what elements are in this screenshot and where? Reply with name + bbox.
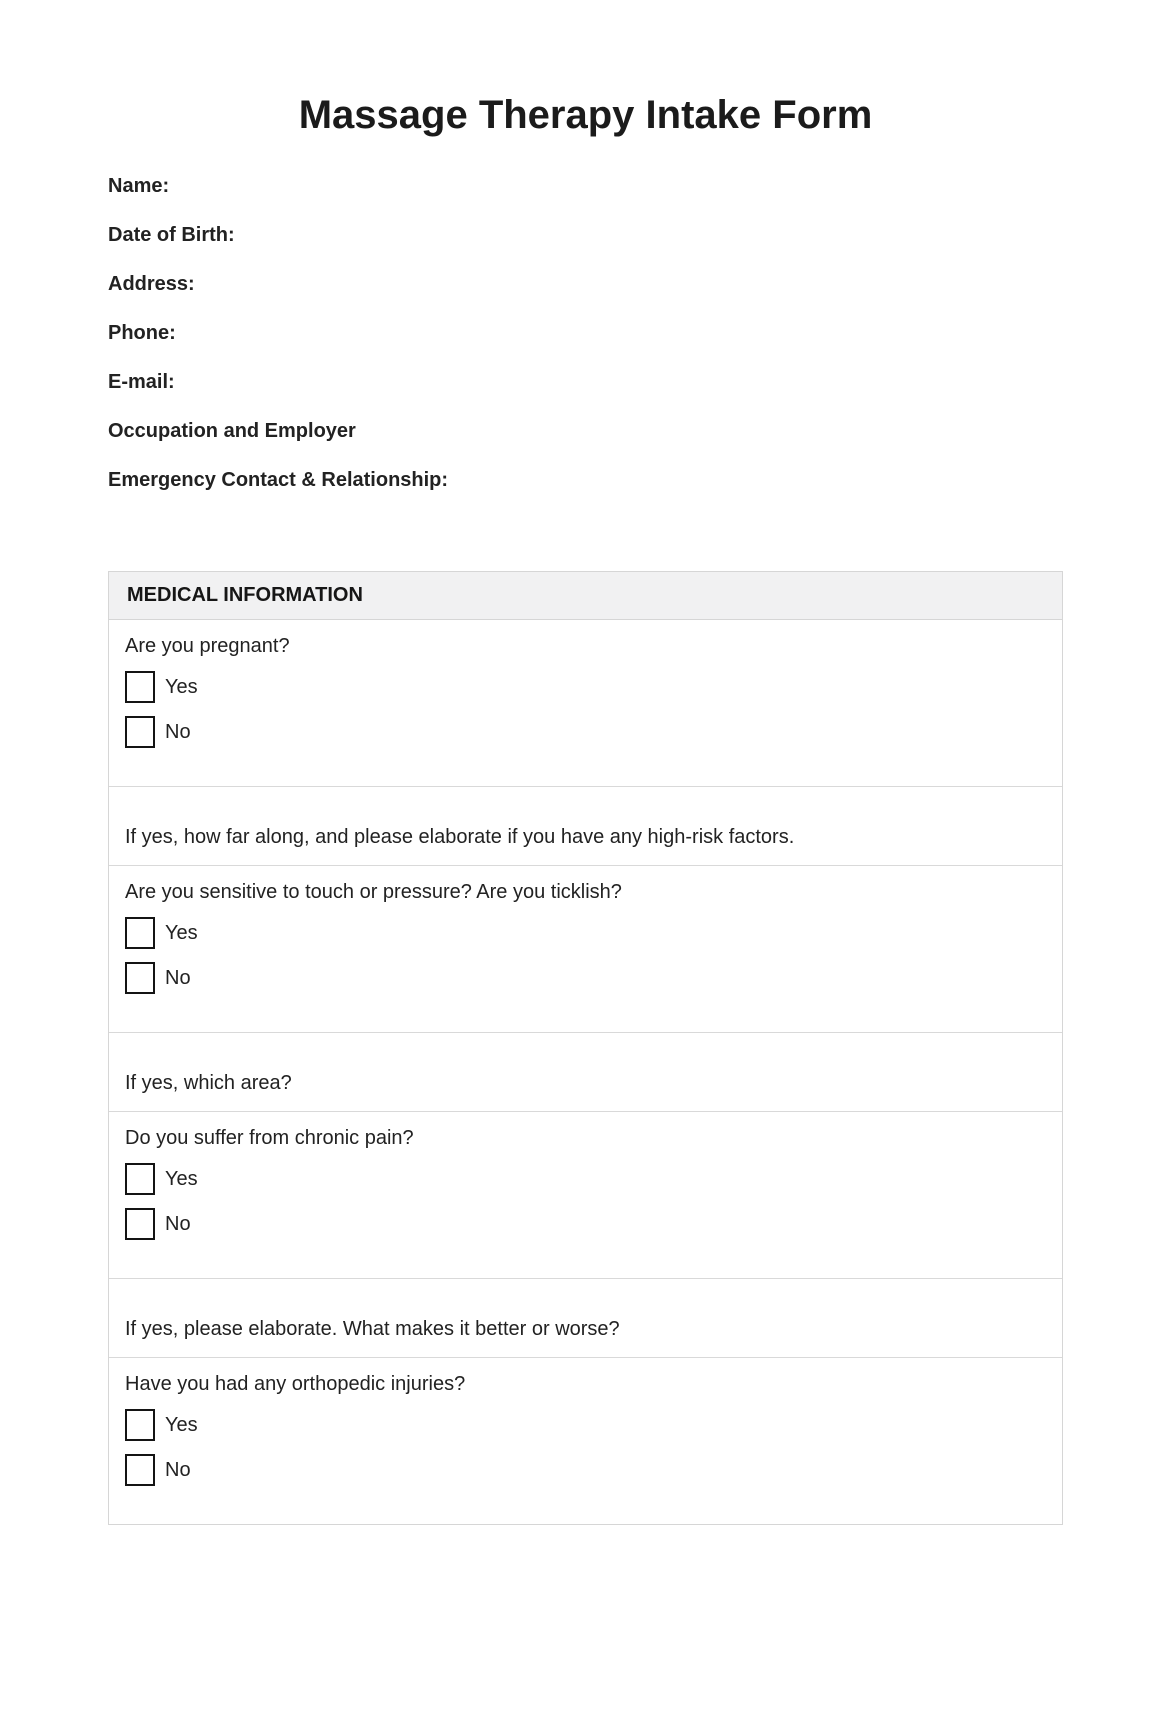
question-row-sensitive-touch	[109, 866, 1062, 1033]
yes-label: Yes	[165, 1414, 198, 1436]
field-label-address: Address:	[108, 273, 195, 295]
no-label: No	[165, 721, 191, 743]
question-row-orthopedic-injuries	[109, 1358, 1062, 1524]
yes-checkbox[interactable]	[125, 1409, 155, 1441]
no-checkbox[interactable]	[125, 716, 155, 748]
yes-checkbox[interactable]	[125, 671, 155, 703]
yes-option[interactable]	[125, 1409, 1046, 1441]
page-title: Massage Therapy Intake Form	[298, 93, 873, 137]
no-label: No	[165, 967, 191, 989]
yes-option[interactable]	[125, 917, 1046, 949]
yes-option[interactable]	[125, 671, 1046, 703]
yes-option[interactable]	[125, 1163, 1046, 1195]
question-text: Are you sensitive to touch or pressure? Are you ticklish?	[125, 881, 622, 903]
no-option[interactable]	[125, 716, 1046, 748]
field-label-name: Name:	[108, 175, 170, 197]
question-row-which-area[interactable]	[109, 1033, 1062, 1112]
no-option[interactable]	[125, 1208, 1046, 1240]
question-text: Do you suffer from chronic pain?	[125, 1127, 414, 1149]
no-label: No	[165, 1459, 191, 1481]
yes-checkbox[interactable]	[125, 917, 155, 949]
no-checkbox[interactable]	[125, 1208, 155, 1240]
no-option[interactable]	[125, 1454, 1046, 1486]
personal-fields-section	[108, 176, 1063, 490]
question-row-pregnant	[109, 620, 1062, 787]
no-checkbox[interactable]	[125, 1454, 155, 1486]
question-row-chronic-pain	[109, 1112, 1062, 1279]
field-label-date-of-birth: Date of Birth:	[108, 224, 235, 246]
yes-label: Yes	[165, 922, 198, 944]
field-label-phone: Phone:	[108, 322, 176, 344]
no-label: No	[165, 1213, 191, 1235]
form-page	[0, 92, 1176, 1525]
question-text: Have you had any orthopedic injuries?	[125, 1373, 466, 1395]
yes-label: Yes	[165, 676, 198, 698]
question-text: If yes, how far along, and please elaborate if you have any high-risk factors.	[125, 826, 795, 848]
question-text: If yes, please elaborate. What makes it better or worse?	[125, 1318, 620, 1340]
field-label-occupation-employer: Occupation and Employer	[108, 420, 356, 442]
yes-checkbox[interactable]	[125, 1163, 155, 1195]
field-label-email: E-mail:	[108, 371, 175, 393]
question-row-pregnant-elaborate[interactable]	[109, 787, 1062, 866]
yes-label: Yes	[165, 1168, 198, 1190]
medical-information-header: MEDICAL INFORMATION	[109, 572, 1062, 620]
no-option[interactable]	[125, 962, 1046, 994]
question-row-pain-elaborate[interactable]	[109, 1279, 1062, 1358]
question-text: Are you pregnant?	[125, 635, 290, 657]
medical-information-table	[108, 571, 1063, 1525]
no-checkbox[interactable]	[125, 962, 155, 994]
question-text: If yes, which area?	[125, 1072, 292, 1094]
field-label-emergency-contact: Emergency Contact & Relationship:	[108, 469, 449, 491]
